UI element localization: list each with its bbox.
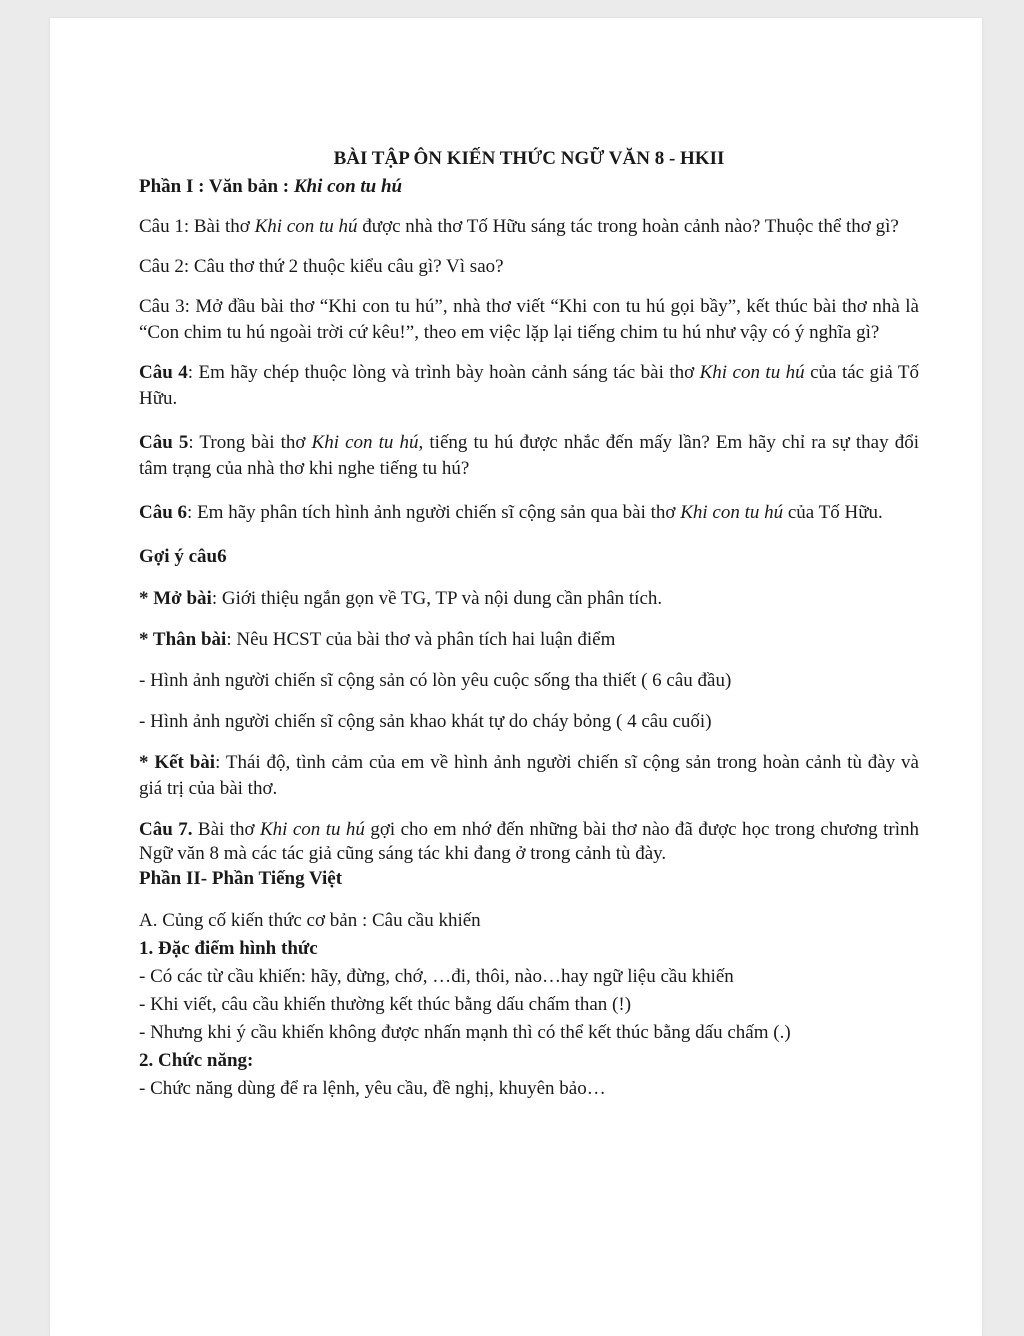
question-3: Câu 3: Mở đầu bài thơ “Khi con tu hú”, nhà thơ viết “Khi con tu hú gọi bầy”, kết thúc bài thơ nhà là “Con chim tu hú ngoài trời cứ kêu!”, theo em việc lặp lại tiếng chim tu hú như vậy có ý nghĩa gì? — [139, 296, 919, 343]
than-bai-label: * Thân bài — [139, 629, 227, 650]
hint-point-2: - Hình ảnh người chiến sĩ cộng sản khao khát tự do cháy bỏng ( 4 câu cuối) — [139, 711, 712, 732]
sub1-item: - Nhưng khi ý cầu khiến không được nhấn mạnh thì có thể kết thúc bằng dấu chấm (.) — [139, 1022, 791, 1043]
sub1-heading: 1. Đặc điểm hình thức — [139, 938, 318, 959]
question-6 — [139, 500, 919, 526]
hint-ket-bai — [139, 750, 919, 802]
question-1 — [139, 214, 919, 240]
mo-bai-text: : Giới thiệu ngắn gọn về TG, TP và nội dung cần phân tích. — [211, 588, 663, 609]
document-title: BÀI TẬP ÔN KIẾN THỨC NGỮ VĂN 8 - HKII — [333, 148, 725, 169]
question-5 — [139, 430, 919, 482]
q4-label: Câu 4 — [139, 362, 188, 383]
hint-point-1: - Hình ảnh người chiến sĩ cộng sản có lòn yêu cuộc sống tha thiết ( 6 câu đầu) — [139, 670, 732, 691]
q7-text-c: gợi cho em nhớ đến những bài thơ nào đã được học trong chương trình Ngữ văn 8 mà các tác giả cũng sáng tác khi đang ở trong cảnh tù đày. — [139, 819, 919, 864]
q4-text-a: : Em hãy chép thuộc lòng và trình bày hoàn cảnh sáng tác bài thơ — [187, 362, 700, 383]
part1-work: Khi con tu hú — [293, 176, 403, 197]
document-content — [139, 146, 919, 1104]
q4-work: Khi con tu hú — [699, 362, 805, 383]
q1-text-c: được nhà thơ Tố Hữu sáng tác trong hoàn cảnh nào? Thuộc thể thơ gì? — [357, 216, 899, 237]
ket-bai-text: : Thái độ, tình cảm của em về hình ảnh người chiến sĩ cộng sản trong hoàn cảnh tù đày và giá trị của bài thơ. — [139, 752, 919, 799]
q4-text-c: của tác giả Tố Hữu. — [139, 362, 919, 409]
q1-work: Khi con tu hú — [254, 216, 358, 237]
hint-title: Gợi ý câu6 — [139, 546, 227, 567]
q7-work: Khi con tu hú — [259, 819, 365, 840]
question-7 — [139, 818, 919, 866]
question-4 — [139, 360, 919, 412]
than-bai-text: : Nêu HCST của bài thơ và phân tích hai luận điểm — [226, 629, 616, 650]
sub1-item: - Có các từ cầu khiến: hãy, đừng, chớ, …đi, thôi, nào…hay ngữ liệu cầu khiến — [139, 966, 734, 987]
q7-text-a: Bài thơ — [192, 819, 260, 840]
part1-label: Phần I : Văn bản : — [139, 176, 294, 197]
q5-work: Khi con tu hú — [311, 432, 419, 453]
hint-mo-bai — [139, 586, 919, 612]
hint-than-bai — [139, 627, 919, 653]
q5-text-a: : Trong bài thơ — [188, 432, 312, 453]
sub2-heading: 2. Chức năng: — [139, 1050, 254, 1071]
sub1-item: - Khi viết, câu cầu khiến thường kết thúc bằng dấu chấm than (!) — [139, 994, 632, 1015]
q6-label: Câu 6 — [139, 502, 188, 523]
question-2: Câu 2: Câu thơ thứ 2 thuộc kiểu câu gì? Vì sao? — [139, 256, 504, 277]
q5-text-c: , tiếng tu hú được nhắc đến mấy lần? Em hãy chỉ ra sự thay đổi tâm trạng của nhà thơ khi nghe tiếng tu hú? — [139, 432, 919, 479]
ket-bai-label: * Kết bài — [139, 752, 216, 773]
q6-text-c: của Tố Hữu. — [783, 502, 883, 523]
q5-label: Câu 5 — [139, 432, 189, 453]
sub2-item: - Chức năng dùng để ra lệnh, yêu cầu, đề nghị, khuyên bảo… — [139, 1078, 606, 1099]
part2-heading: Phần II- Phần Tiếng Việt — [139, 868, 343, 889]
part1-heading — [139, 174, 919, 200]
mo-bai-label: * Mở bài — [139, 588, 212, 609]
q6-text-a: : Em hãy phân tích hình ảnh người chiến sĩ cộng sản qua bài thơ — [187, 502, 681, 523]
q6-work: Khi con tu hú — [680, 502, 784, 523]
document-page — [50, 18, 982, 1336]
section-a-heading: A. Củng cố kiến thức cơ bản : Câu cầu khiến — [139, 910, 481, 931]
q7-label: Câu 7. — [139, 819, 193, 840]
q1-text-a: Câu 1: Bài thơ — [139, 216, 255, 237]
